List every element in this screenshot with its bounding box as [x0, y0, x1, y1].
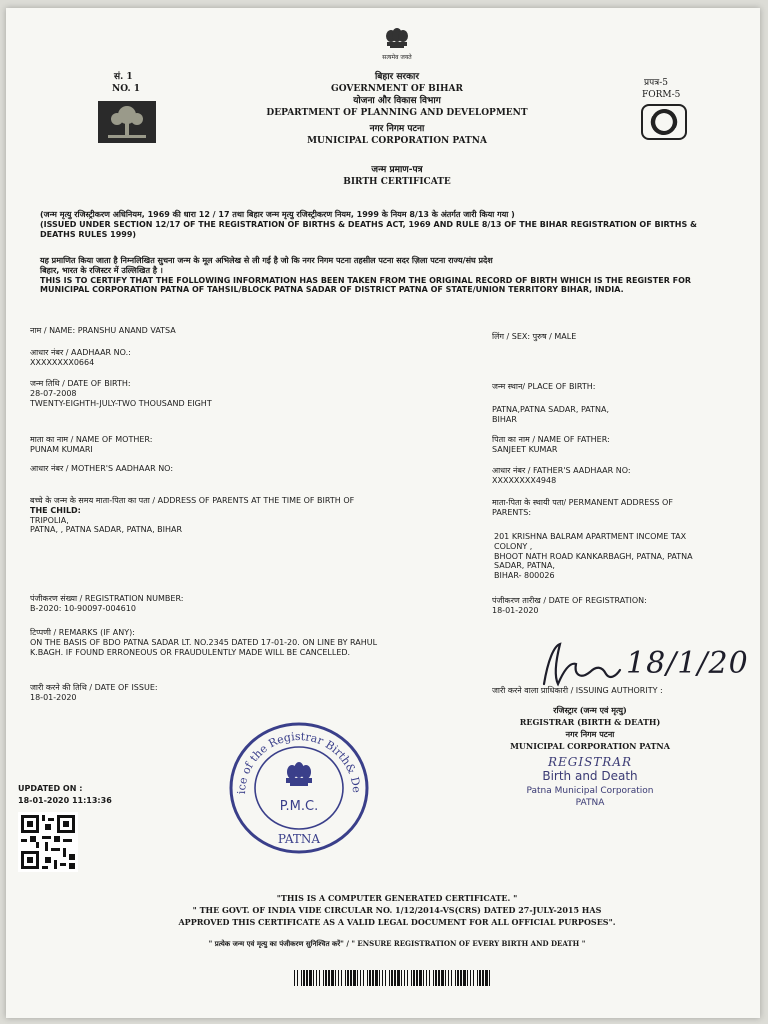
dob-label: जन्म तिथि / DATE OF BIRTH:: [30, 379, 131, 388]
father-aadhaar-field: [492, 466, 631, 486]
registration-number-label: पंजीकरण संख्या / REGISTRATION NUMBER:: [30, 594, 184, 603]
registration-number-value: B-2020: 10-90097-004610: [30, 603, 136, 613]
barcode-bar: [316, 970, 317, 986]
barcode-bar: [448, 970, 449, 986]
footer-line-4-separator: /: [346, 939, 349, 948]
barcode-bar: [294, 970, 295, 986]
barcode-bar: [389, 970, 390, 986]
footer-line-3: APPROVED THIS CERTIFICATE AS A VALID LEGAL DOCUMENT FOR ALL OFFICIAL PURPOSES".: [178, 917, 616, 927]
permanent-address-label: [492, 498, 673, 518]
barcode-bar: [306, 970, 308, 986]
pob-label: जन्म स्थान/ PLACE OF BIRTH:: [492, 382, 596, 391]
barcode-bar: [407, 970, 408, 986]
birth-address-line-1: TRIPOLIA,: [30, 515, 69, 525]
barcode-bar: [401, 970, 402, 986]
barcode-bar: [473, 970, 474, 986]
number-english: NO. 1: [112, 84, 141, 94]
barcode-bar: [423, 970, 424, 986]
government-english: GOVERNMENT OF BIHAR: [331, 84, 463, 94]
issued-under-block: [40, 210, 697, 239]
barcode-bar: [435, 970, 437, 986]
aadhaar-label: आधार नंबर / AADHAAR NO.:: [30, 348, 131, 357]
footer-line-4-english: " ENSURE REGISTRATION OF EVERY BIRTH AND DEATH ": [351, 939, 586, 948]
birth-address-label-2: THE CHILD:: [30, 505, 81, 515]
stamp-patna: PATNA: [575, 798, 605, 808]
barcode-bar: [338, 970, 339, 986]
mother-label: माता का नाम / NAME OF MOTHER:: [30, 435, 153, 444]
barcode-bar: [375, 970, 378, 986]
certify-hindi-2: बिहार, भारत के रजिस्टर में उल्लिखित है ।: [40, 265, 163, 275]
registrar-corporation-english: MUNICIPAL CORPORATION PATNA: [510, 741, 670, 751]
dob-value: 28-07-2008: [30, 388, 77, 398]
mother-value: PUNAM KUMARI: [30, 444, 93, 454]
father-value: SANJEET KUMAR: [492, 444, 558, 454]
pob-line-1: PATNA,PATNA SADAR, PATNA,: [492, 405, 609, 414]
updated-on-value: 18-01-2020 11:13:36: [18, 796, 112, 805]
barcode-bar: [372, 970, 374, 986]
barcode-bar: [331, 970, 334, 986]
seal-center-text: P.M.C.: [279, 799, 319, 814]
barcode-bar: [363, 970, 364, 986]
permanent-address-label-2: PARENTS:: [492, 507, 532, 517]
bihar-tree-logo-icon: [98, 101, 156, 143]
barcode-bar: [319, 970, 320, 986]
corporation-english: MUNICIPAL CORPORATION PATNA: [307, 136, 487, 146]
dob-words: TWENTY-EIGHTH-JULY-TWO THOUSAND EIGHT: [30, 398, 212, 408]
barcode-bar: [455, 970, 456, 986]
barcode-bar: [297, 970, 298, 986]
name-value: PRANSHU ANAND VATSA: [77, 326, 176, 335]
barcode-bar: [485, 970, 488, 986]
registrar-hindi: रजिस्ट्रार (जन्म एवं मृत्यु): [553, 705, 627, 715]
certify-block: [40, 256, 691, 295]
barcode-bar: [416, 970, 418, 986]
barcode-bar: [413, 970, 415, 986]
barcode-bar: [379, 970, 380, 986]
permanent-address-line-5: BIHAR- 800026: [494, 571, 555, 580]
mother-aadhaar-label: आधार नंबर / MOTHER'S AADHAAR NO:: [30, 464, 174, 473]
sex-label: लिंग / SEX:: [492, 332, 531, 341]
verification-qr-code: [18, 812, 78, 872]
registration-date-field: [492, 596, 647, 616]
barcode-bar: [357, 970, 358, 986]
barcode-bar: [429, 970, 430, 986]
certify-english-2: MUNICIPAL CORPORATION PATNA OF TAHSIL/BLOCK PATNA SADAR OF DISTRICT PATNA OF STATE/UNION TERRITORY BIHAR, INDIA.: [40, 285, 624, 295]
permanent-address-line-3: BHOOT NATH ROAD KANKARBAGH, PATNA, PATNA: [494, 551, 693, 561]
barcode-bar: [404, 970, 405, 986]
barcode-bar: [397, 970, 400, 986]
seal-ring-text: ice of the Registrar Birth& De: [234, 729, 364, 795]
barcode-bar: [313, 970, 314, 986]
remarks-line-1: ON THE BASIS OF BDO PATNA SADAR LT. NO.2345 DATED 17-01-20. ON LINE BY RAHUL: [30, 637, 378, 647]
aadhaar-field: [30, 348, 131, 368]
barcode-bar: [335, 970, 336, 986]
father-aadhaar-value: XXXXXXXX4948: [492, 475, 557, 485]
footer-line-1: "THIS IS A COMPUTER GENERATED CERTIFICATE. ": [276, 893, 518, 903]
barcode-bar: [479, 970, 481, 986]
form-english: FORM-5: [642, 90, 681, 100]
stamp-registrar: REGISTRAR: [547, 755, 633, 769]
barcode-bar: [353, 970, 356, 986]
dob-field: [30, 379, 212, 408]
barcode-bar: [438, 970, 440, 986]
barcode-bar: [463, 970, 466, 986]
barcode-bar: [441, 970, 444, 986]
registration-logo-icon: [641, 104, 687, 140]
emblem-caption: सत्यमेव जयते: [382, 54, 412, 61]
corporation-hindi: नगर निगम पटना: [369, 124, 425, 134]
registration-date-value: 18-01-2020: [492, 605, 539, 615]
name-field: [30, 326, 176, 335]
government-hindi: बिहार सरकार: [374, 72, 420, 82]
barcode-bar: [394, 970, 396, 986]
footer-line-4: [209, 940, 586, 948]
footer-line-2: " THE GOVT. OF INDIA VIDE CIRCULAR NO. 1/12/2014-VS(CRS) DATED 27-JULY-2015 HAS: [192, 905, 602, 915]
birth-address-field: [30, 496, 354, 535]
barcode-bar: [445, 970, 446, 986]
remarks-label: टिप्पणी / REMARKS (IF ANY):: [30, 628, 135, 637]
barcode-bar: [350, 970, 352, 986]
updated-on-label: UPDATED ON :: [18, 784, 83, 793]
name-label: नाम / NAME:: [30, 326, 76, 335]
barcode-bar: [391, 970, 393, 986]
remarks-line-2: K.BAGH. IF FOUND ERRONEOUS OR FRAUDULENTLY MADE WILL BE CANCELLED.: [30, 647, 351, 657]
pob-line-2: BIHAR: [492, 414, 517, 424]
form-hindi: प्रपत्र-5: [644, 78, 668, 88]
barcode-bar: [303, 970, 305, 986]
remarks-field: [30, 628, 377, 657]
father-aadhaar-label: आधार नंबर / FATHER'S AADHAAR NO:: [492, 466, 631, 475]
certify-english-1: THIS IS TO CERTIFY THAT THE FOLLOWING INFORMATION HAS BEEN TAKEN FROM THE ORIGINAL RECORD OF BIRTH WHICH IS THE REGISTER FOR: [40, 275, 692, 285]
barcode-bar: [385, 970, 386, 986]
permanent-address-value: [494, 532, 693, 581]
permanent-address-line-4: SADAR, PATNA,: [494, 561, 555, 571]
permanent-address-label-1: माता-पिता के स्थायी पता/ PERMANENT ADDRESS OF: [492, 498, 673, 507]
barcode-bar: [301, 970, 302, 986]
barcode-bar: [323, 970, 324, 986]
barcode-bar: [460, 970, 462, 986]
pmc-office-seal: [228, 720, 370, 856]
issuing-authority-label: जारी करने वाला प्राधिकारी / ISSUING AUTHORITY :: [492, 686, 663, 695]
stamp-corporation: Patna Municipal Corporation: [526, 786, 654, 796]
barcode-bar: [382, 970, 383, 986]
issue-date-label: जारी करने की तिथि / DATE OF ISSUE:: [30, 683, 158, 692]
barcode-bar: [451, 970, 452, 986]
birth-address-label-1: बच्चे के जन्म के समय माता-पिता का पता / ADDRESS OF PARENTS AT THE TIME OF BIRTH OF: [30, 496, 355, 505]
barcode-bar: [360, 970, 361, 986]
barcode-bar: [470, 970, 471, 986]
issued-under-english-1: (ISSUED UNDER SECTION 12/17 OF THE REGISTRATION OF BIRTHS & DEATHS ACT, 1969 AND RULE 8/13 OF THE BIHAR REGISTRATION OF BIRTHS &: [40, 219, 698, 229]
barcode-bar: [341, 970, 342, 986]
barcode-bar: [367, 970, 368, 986]
permanent-address-line-1: 201 KRISHNA BALRAM APARTMENT INCOME TAX: [494, 532, 687, 541]
barcode-bar: [411, 970, 412, 986]
barcode-bar: [457, 970, 459, 986]
stamp-birth-death: Birth and Death: [542, 769, 638, 783]
barcode-bar: [328, 970, 330, 986]
issue-date-value: 18-01-2020: [30, 692, 77, 702]
permanent-address-line-2: COLONY ,: [494, 541, 533, 551]
registrar-corporation-hindi: नगर निगम पटना: [565, 729, 615, 739]
barcode-bar: [433, 970, 434, 986]
issued-under-english-2: DEATHS RULES 1999): [40, 229, 137, 239]
barcode-bar: [369, 970, 371, 986]
birth-address-line-2: PATNA, , PATNA SADAR, PATNA, BIHAR: [30, 525, 183, 535]
department-hindi: योजना और विकास विभाग: [353, 96, 441, 106]
father-field: [492, 435, 610, 455]
registrar-english: REGISTRAR (BIRTH & DEATH): [519, 717, 661, 727]
barcode-bar: [482, 970, 484, 986]
certificate-barcode: [294, 970, 492, 986]
barcode-bar: [489, 970, 490, 986]
certify-hindi-1: यह प्रमाणित किया जाता है निम्नलिखित सुचना जन्म के मूल अभिलेख से ली गई है जो कि नगर निगम पटना तहसील पटना सदर ज़िला पटना राज्य/संघ प्रदेश: [40, 256, 493, 265]
barcode-bar: [419, 970, 422, 986]
registration-date-label: पंजीकरण तारीख / DATE OF REGISTRATION:: [492, 596, 647, 605]
sex-value: पुरुष / MALE: [532, 332, 577, 341]
sex-field: [492, 332, 576, 341]
issued-under-hindi: (जन्म मृत्यु रजिस्ट्रीकरण अधिनियम, 1969 की धारा 12 / 17 तथा बिहार जन्म मृत्यु रजिस्ट्रीकरण नियम, 1999 के नियम 8/13 के अंतर्गत जारी किया गया ): [40, 210, 515, 219]
barcode-bar: [345, 970, 346, 986]
pob-value: [492, 405, 609, 425]
certificate-page: [6, 8, 760, 1018]
mother-field: [30, 435, 152, 455]
aadhaar-value: XXXXXXXX0664: [30, 357, 95, 367]
barcode-bar: [467, 970, 468, 986]
barcode-bar: [426, 970, 427, 986]
seal-bottom-text: PATNA: [277, 832, 321, 846]
father-label: पिता का नाम / NAME OF FATHER:: [492, 435, 610, 444]
barcode-bar: [309, 970, 312, 986]
signature-date: 18/1/20: [626, 646, 749, 681]
barcode-bar: [477, 970, 478, 986]
national-emblem-icon: [382, 26, 412, 54]
barcode-bar: [347, 970, 349, 986]
footer-line-4-hindi: " प्रत्येक जन्म एवं मृत्यु का पंजीकरण सुनिश्चित करें": [208, 939, 344, 948]
barcode-bar: [325, 970, 327, 986]
seal-emblem-icon: [286, 762, 312, 786]
issue-date-field: [30, 683, 158, 703]
department-english: DEPARTMENT OF PLANNING AND DEVELOPMENT: [266, 108, 528, 118]
number-hindi: सं. 1: [114, 72, 133, 82]
registration-number-field: [30, 594, 183, 614]
certificate-title-hindi: जन्म प्रमाण-पत्र: [371, 165, 423, 175]
certificate-title: BIRTH CERTIFICATE: [343, 177, 451, 187]
